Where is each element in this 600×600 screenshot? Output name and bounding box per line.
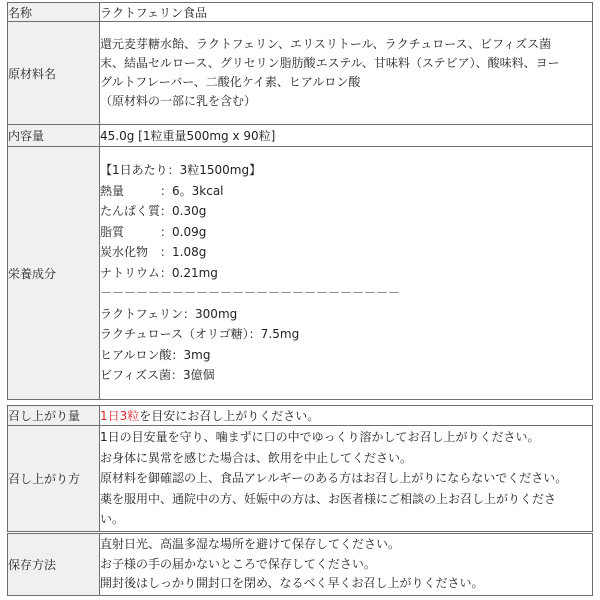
product-name-value: ラクトフェリン食品 — [100, 3, 593, 22]
directions-line: い。 — [100, 512, 125, 527]
storage-line: 直射日光、高温多湿な場所を避けて保存してください。 — [100, 537, 401, 552]
nutrition-extra-row: ヒアルロン酸：3mg — [100, 347, 211, 362]
directions-line: 1日の目安量を守り、噛まずに口の中でゆっくり溶かしてお召し上がりください。 — [100, 430, 540, 445]
content-amount-label: 内容量 — [8, 125, 100, 147]
ingredients-line: グルトフレーバー、二酸化ケイ素、ヒアルロン酸 — [100, 75, 361, 89]
nutrition-row: 炭水化物 ：1.08g — [100, 245, 207, 260]
nutrition-header: 【1日あたり：3粒1500mg】 — [100, 163, 262, 178]
product-spec-table — [7, 2, 593, 400]
ingredients-value — [100, 22, 593, 125]
nutrition-extra-row: ラクトフェリン：300mg — [100, 306, 238, 321]
nutrition-separator: －－－－－－－－－－－－－－－－－－－－－－－－－ — [100, 286, 401, 301]
nutrition-extra-row: ビフィズス菌：3億個 — [100, 368, 215, 383]
row-ingredients — [8, 22, 593, 125]
ingredients-line: 還元麦芽糖水飴、ラクトフェリン、エリスリトール、ラクチュロース、ビフィズス菌 — [100, 37, 552, 51]
dosage-text: を目安にお召し上がりください。 — [139, 409, 320, 423]
nutrition-row: たんぱく質：0.30g — [100, 204, 207, 219]
row-storage — [8, 534, 593, 596]
nutrition-extra-row: ラクチュロース（オリゴ糖）：7.5mg — [100, 327, 300, 342]
nutrition-value — [100, 147, 593, 400]
row-content-amount — [8, 125, 593, 147]
usage-table — [7, 405, 593, 532]
directions-line: 薬を服用中、通院中の方、妊娠中の方は、お医者様にご相談の上お召し上がりくださ — [100, 491, 557, 506]
nutrition-label: 栄養成分 — [8, 147, 100, 400]
storage-line: お子様の手の届かないところで保存してください。 — [100, 556, 376, 571]
directions-label: 召し上がり方 — [8, 426, 100, 532]
content-amount-value: 45.0g [1粒重量500mg x 90粒] — [100, 125, 593, 147]
ingredients-line: （原材料の一部に乳を含む） — [100, 94, 257, 108]
directions-line: 原材料を御確認の上、食品アレルギーのある方はお召し上がりにならないでください。 — [100, 471, 568, 486]
dosage-highlight: 1日3粒 — [100, 409, 140, 423]
product-name-label: 名称 — [8, 3, 100, 22]
storage-value — [100, 534, 593, 596]
row-dosage — [8, 406, 593, 426]
nutrition-row: 脂質 ：0.09g — [100, 224, 207, 239]
directions-line: お身体に異常を感じた場合は、飲用を中止してください。 — [100, 450, 413, 465]
nutrition-row: ナトリウム：0.21mg — [100, 265, 218, 280]
row-product-name — [8, 3, 593, 22]
ingredients-label: 原材料名 — [8, 22, 100, 125]
storage-label: 保存方法 — [8, 534, 100, 596]
ingredients-line: 末、結晶セルロース、グリセリン脂肪酸エステル、甘味料（ステビア）、酸味料、ヨー — [100, 56, 560, 70]
row-directions — [8, 426, 593, 532]
dosage-label: 召し上がり量 — [8, 406, 100, 426]
directions-value — [100, 426, 593, 532]
dosage-value — [100, 406, 593, 426]
nutrition-row: 熱量 ：6。3kcal — [100, 183, 224, 198]
storage-table — [7, 533, 593, 596]
storage-line: 開封後はしっかり開封口を閉め、なるべく早くお召し上がりください。 — [100, 576, 484, 591]
row-nutrition — [8, 147, 593, 400]
